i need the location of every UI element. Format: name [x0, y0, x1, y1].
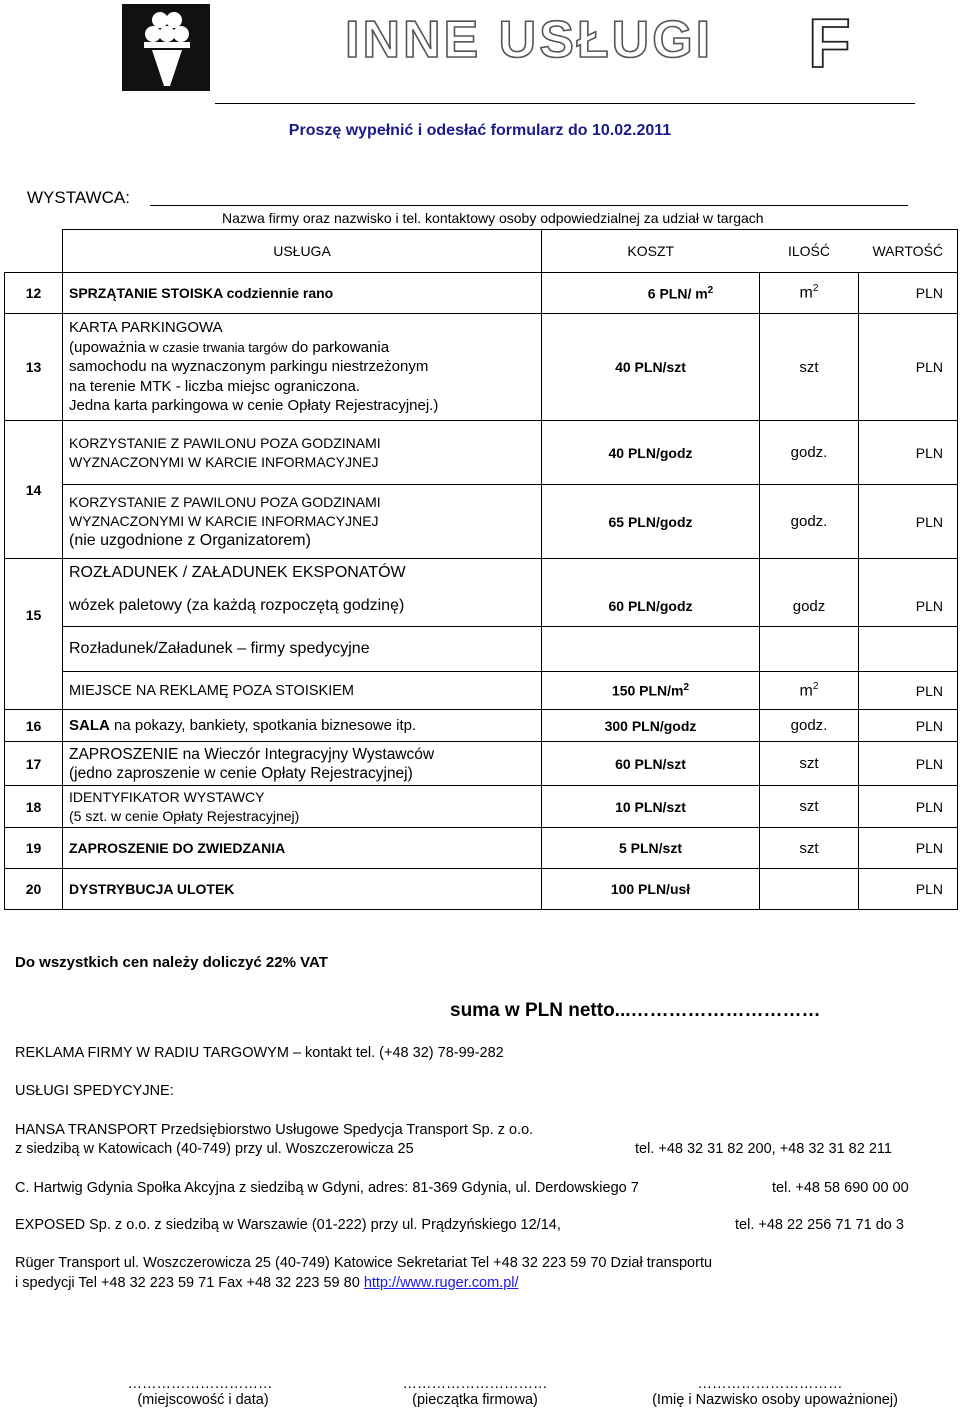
row-desc: SALA na pokazy, bankiety, spotkania biznesowe itp. — [63, 710, 542, 742]
table-row — [5, 559, 958, 587]
header-value: WARTOŚĆ — [859, 230, 958, 273]
shipping-label: USŁUGI SPEDYCYJNE: — [15, 1083, 174, 1099]
row-desc — [63, 742, 542, 786]
row-value[interactable]: PLN — [859, 710, 958, 742]
header-cost: KOSZT — [542, 230, 760, 273]
row-number: 12 — [5, 273, 63, 314]
row-value[interactable]: PLN — [859, 742, 958, 786]
row-qty[interactable]: szt — [760, 828, 859, 869]
row-heading: ROZŁADUNEK / ZAŁADUNEK EKSPONATÓW — [63, 559, 542, 587]
hartwig-line: C. Hartwig Gdynia Społka Akcyjna z siedzibą w Gdyni, adres: 81-369 Gdynia, ul. Derdowskiego 7 — [15, 1180, 639, 1196]
row-desc: SPRZĄTANIE STOISKA codziennie rano — [63, 273, 542, 314]
header-service: USŁUGA — [63, 230, 542, 273]
row-desc-line: WYZNACZONYMI W KARCIE INFORMACYJNEJ — [69, 453, 379, 470]
table-row — [5, 869, 958, 910]
hansa-address: z siedzibą w Katowicach (40-749) przy ul. Woszczerowicza 25 — [15, 1141, 414, 1157]
row-number: 14 — [5, 421, 63, 559]
row-desc-line: (nie uzgodnione z Organizatorem) — [69, 532, 311, 549]
exhibitor-field[interactable] — [150, 205, 908, 206]
exhibitor-sublabel: Nazwa firmy oraz nazwisko i tel. kontaktowy osoby odpowiedzialnej za udział w targach — [222, 210, 764, 226]
table-header-row — [5, 230, 958, 273]
row-desc-line: KARTA PARKINGOWA — [69, 319, 223, 337]
divider — [215, 103, 915, 104]
table-row — [5, 828, 958, 869]
table-row — [5, 273, 958, 314]
row-desc-line: IDENTYFIKATOR WYSTAWCY — [69, 788, 265, 805]
row-qty[interactable]: godz. — [760, 421, 859, 485]
row-value[interactable]: PLN — [859, 672, 958, 710]
exposed-line: EXPOSED Sp. z o.o. z siedzibą w Warszawie (01-222) przy ul. Prądzyńskiego 12/14, — [15, 1217, 561, 1233]
row-qty[interactable]: godz. — [760, 485, 859, 559]
signature-label-place-date: (miejscowość i data) — [137, 1392, 269, 1408]
row-price: 60 PLN/szt — [542, 742, 760, 786]
row-desc: DYSTRYBUCJA ULOTEK — [63, 869, 542, 910]
row-desc-line: WYZNACZONYMI W KARCIE INFORMACYJNEJ — [69, 513, 379, 529]
services-table — [4, 229, 958, 910]
table-row — [5, 786, 958, 828]
ruger-link[interactable]: http://www.ruger.com.pl/ — [363, 1275, 519, 1291]
row-price: 65 PLN/godz — [542, 485, 760, 559]
row-price: 40 PLN/szt — [542, 314, 760, 421]
logo — [122, 4, 210, 91]
row-desc-line: (jedno zaproszenie w cenie Opłaty Rejestracyjnej) — [69, 764, 413, 782]
exhibitor-label: WYSTAWCA: — [27, 188, 130, 207]
row-value[interactable]: PLN — [859, 587, 958, 627]
row-qty[interactable]: godz — [760, 587, 859, 627]
row-qty[interactable]: godz. — [760, 710, 859, 742]
form-letter: F — [808, 4, 851, 82]
row-desc-line: na terenie MTK - liczba miejsc ograniczona. — [69, 377, 360, 395]
row-value[interactable]: PLN — [859, 273, 958, 314]
table-row — [5, 742, 958, 786]
row-desc-line: (upoważnia w czasie trwania targów do parkowania — [69, 338, 390, 356]
row-desc: Rozładunek/Załadunek – firmy spedycyjne — [63, 627, 542, 672]
table-row — [5, 627, 958, 672]
hartwig-phone: tel. +48 58 690 00 00 — [772, 1180, 909, 1196]
ruger-line: Rüger Transport ul. Woszczerowicza 25 (40-749) Katowice Sekretariat Tel +48 32 223 59 70 Dział transportu — [15, 1255, 713, 1271]
row-price: 40 PLN/godz — [542, 421, 760, 485]
row-desc: MIEJSCE NA REKLAMĘ POZA STOISKIEM — [63, 672, 542, 710]
ruger-line-2: i spedycji Tel +48 32 223 59 71 Fax +48 32 223 59 80 http://www.ruger.com.pl/ — [15, 1275, 519, 1291]
signature-label-name: (Imię i Nazwisko osoby upoważnionej) — [652, 1392, 898, 1408]
row-desc: ZAPROSZENIE DO ZWIEDZANIA — [63, 828, 542, 869]
row-price: 150 PLN/$m^2$ — [542, 672, 760, 710]
row-price: 6 PLN/ $m^2$ — [542, 273, 760, 314]
table-row — [5, 485, 958, 559]
row-number: 18 — [5, 786, 63, 828]
signature-label-stamp: (pieczątka firmowa) — [412, 1392, 538, 1408]
deadline-notice: Proszę wypełnić i odesłać formularz do 10.02.2011 — [288, 122, 672, 139]
vat-notice: Do wszystkich cen należy doliczyć 22% VAT — [15, 954, 328, 971]
row-value[interactable]: PLN — [859, 869, 958, 910]
table-row — [5, 587, 958, 627]
row-price: 5 PLN/szt — [542, 828, 760, 869]
row-price: 300 PLN/godz — [542, 710, 760, 742]
row-desc — [63, 485, 542, 559]
row-price: 100 PLN/usł — [542, 869, 760, 910]
table-row — [5, 672, 958, 710]
row-qty[interactable]: szt — [760, 786, 859, 828]
row-number: 15 — [5, 559, 63, 672]
row-desc — [63, 314, 542, 421]
row-desc-line: samochodu na wyznaczonym parkingu niestrzeżonym — [69, 358, 429, 376]
header-qty: ILOŚĆ — [760, 230, 859, 273]
row-desc — [63, 786, 542, 828]
signature-dots: ………………………… — [697, 1376, 843, 1392]
row-price: 60 PLN/godz — [542, 587, 760, 627]
signature-dots: ………………………… — [402, 1376, 548, 1392]
row-desc-line: ZAPROSZENIE na Wieczór Integracyjny Wystawców — [69, 745, 435, 763]
row-price: 10 PLN/szt — [542, 786, 760, 828]
radio-ad: REKLAMA FIRMY W RADIU TARGOWYM – kontakt tel. (+48 32) 78-99-282 — [15, 1045, 504, 1061]
page-title: INNE USŁUGI — [345, 11, 714, 69]
row-qty[interactable]: $m^2$ — [760, 273, 859, 314]
row-qty[interactable] — [760, 869, 859, 910]
row-number: 17 — [5, 742, 63, 786]
row-value[interactable]: PLN — [859, 314, 958, 421]
row-desc-line: KORZYSTANIE Z PAWILONU POZA GODZINAMI — [69, 434, 381, 451]
hansa-phone: tel. +48 32 31 82 200, +48 32 31 82 211 — [635, 1141, 892, 1157]
exposed-phone: tel. +48 22 256 71 71 do 3 — [735, 1217, 904, 1233]
row-value[interactable]: PLN — [859, 485, 958, 559]
row-qty[interactable]: szt — [760, 314, 859, 421]
row-number: 13 — [5, 314, 63, 421]
row-number: 20 — [5, 869, 63, 910]
row-value[interactable]: PLN — [859, 786, 958, 828]
row-value[interactable]: PLN — [859, 421, 958, 485]
row-desc-line: KORZYSTANIE Z PAWILONU POZA GODZINAMI — [69, 494, 381, 510]
row-desc — [63, 421, 542, 485]
table-row — [5, 710, 958, 742]
row-number: 19 — [5, 828, 63, 869]
hansa-line: HANSA TRANSPORT Przedsiębiorstwo Usługowe Spedycja Transport Sp. z o.o. — [15, 1122, 534, 1138]
table-row — [5, 314, 958, 421]
sum-field[interactable]: suma w PLN netto...………………………… — [450, 1000, 821, 1021]
row-desc: wózek paletowy (za każdą rozpoczętą godzinę) — [63, 587, 542, 627]
signature-dots: ………………………… — [127, 1376, 273, 1392]
ice-cream-logo-icon — [122, 4, 210, 91]
row-qty[interactable]: szt — [760, 742, 859, 786]
table-row — [5, 421, 958, 485]
row-value[interactable]: PLN — [859, 828, 958, 869]
row-number: 16 — [5, 710, 63, 742]
row-qty[interactable]: $m^2$ — [760, 672, 859, 710]
row-desc-line: Jedna karta parkingowa w cenie Opłaty Rejestracyjnej.) — [69, 397, 439, 415]
row-desc-line: (5 szt. w cenie Opłaty Rejestracyjnej) — [69, 807, 300, 824]
